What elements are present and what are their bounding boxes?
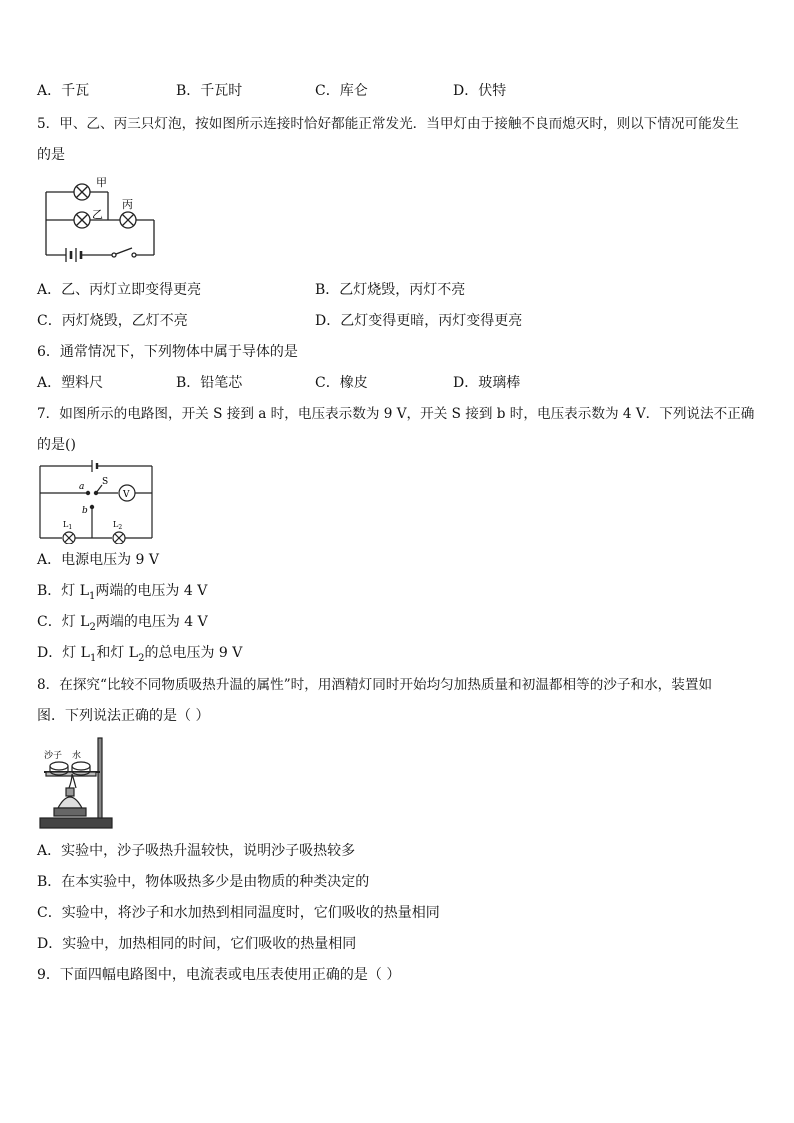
q5-label-yi: 乙 [92, 208, 103, 221]
q4-option-b: B．千瓦时 [176, 83, 243, 99]
q5-option-a: A．乙、丙灯立即变得更亮 [37, 282, 202, 298]
q5-option-d: D．乙灯变得更暗，丙灯变得更亮 [315, 313, 523, 329]
q8-option-b: B．在本实验中，物体吸热多少是由物质的种类决定的 [37, 874, 370, 890]
q8-option-c: C．实验中，将沙子和水加热到相同温度时，它们吸收的热量相同 [37, 905, 440, 921]
q5-stem-line2: 的是 [37, 147, 65, 163]
q7-label-v: V [123, 490, 130, 500]
q5-option-b: B．乙灯烧毁，丙灯不亮 [315, 282, 466, 298]
q7-option-d: D．灯 $L_1$和灯 $L_2$的总电压为 9 V [37, 645, 243, 664]
q6-option-b: B．铅笔芯 [176, 375, 243, 391]
q6-option-a: A．塑料尺 [37, 375, 104, 391]
q7-option-c: C．灯 $L_2$两端的电压为 4 V [37, 614, 208, 633]
q8-stem-line1: 8．在探究“比较不同物质吸热升温的属性”时，用酒精灯同时开始均匀加热质量和初温都相等的沙子和水，装置如 [37, 677, 713, 693]
q5-stem-line1: 5．甲、乙、丙三只灯泡，按如图所示连接时恰好都能正常发光．当甲灯由于接触不良而熄灭时，则以下情况可能发生 [37, 116, 739, 132]
q4-option-c: C．库仑 [315, 83, 368, 99]
q7-label-l2: $L_2$ [113, 520, 123, 531]
q8-label-sand: 沙子 [44, 751, 63, 761]
q4-option-a: A．千瓦 [37, 83, 90, 99]
q7-stem-line1: 7．如图所示的电路图，开关 S 接到 a 时，电压表示数为 9 V，开关 S 接到 b 时，电压表示数为 4 V．下列说法不正确 [37, 406, 755, 422]
q4-option-d: D．伏特 [453, 83, 507, 99]
q6-option-c: C．橡皮 [315, 375, 368, 391]
q5-circuit-diagram [40, 176, 160, 264]
q7-label-l1: $L_1$ [63, 520, 73, 531]
q7-label-s: S [102, 477, 109, 487]
q9-stem: 9．下面四幅电路图中，电流表或电压表使用正确的是（ ） [37, 967, 401, 983]
q8-label-water: 水 [72, 751, 82, 761]
q8-apparatus-figure [38, 736, 114, 832]
q5-option-c: C．丙灯烧毁，乙灯不亮 [37, 313, 188, 329]
q6-stem: 6．通常情况下，下列物体中属于导体的是 [37, 344, 298, 360]
q8-stem-line2: 图．下列说法正确的是（ ） [37, 708, 210, 724]
q7-stem-line2: 的是() [37, 437, 76, 453]
q7-label-a: a [79, 482, 85, 492]
q8-option-d: D．实验中，加热相同的时间，它们吸收的热量相同 [37, 936, 357, 952]
q5-label-bing: 丙 [122, 198, 133, 211]
q7-label-b: b [82, 506, 88, 516]
q5-label-jia: 甲 [96, 176, 107, 189]
q7-option-a: A．电源电压为 9 V [37, 552, 160, 568]
q7-option-b: B．灯 $L_1$两端的电压为 4 V [37, 583, 208, 602]
q8-option-a: A．实验中，沙子吸热升温较快，说明沙子吸热较多 [37, 843, 356, 859]
q7-circuit-diagram [36, 458, 156, 544]
q6-option-d: D．玻璃棒 [453, 375, 521, 391]
